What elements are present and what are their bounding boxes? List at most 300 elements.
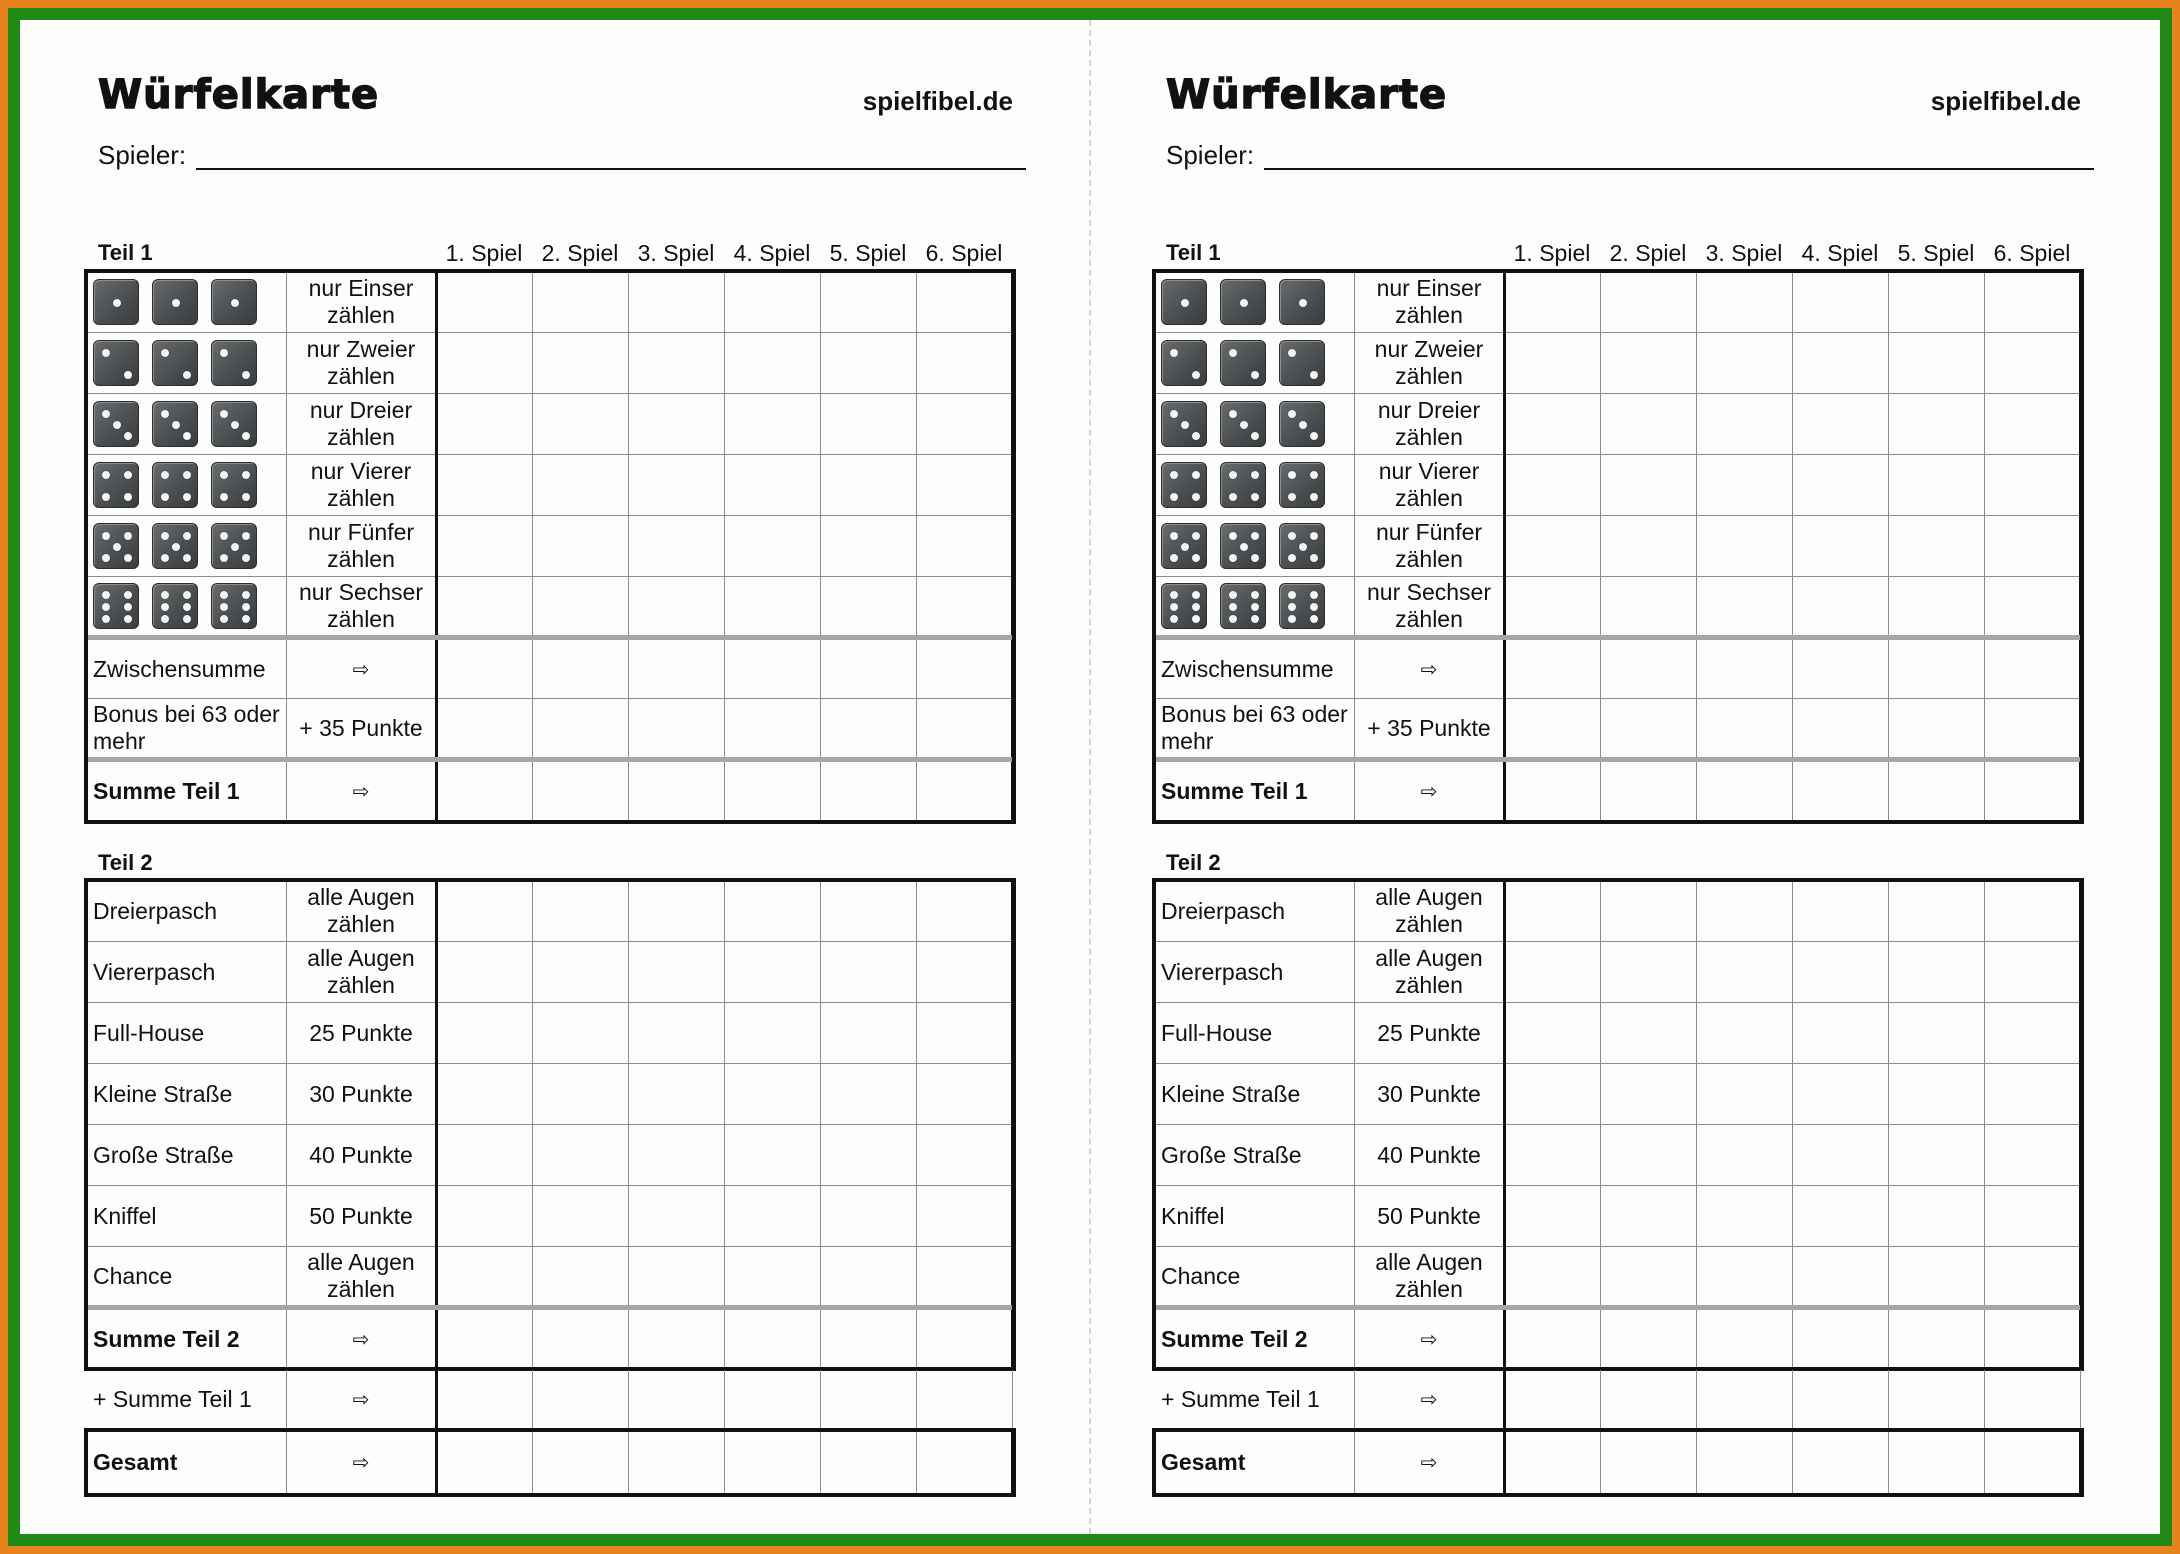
part2-score-cell[interactable] bbox=[1601, 1308, 1697, 1369]
part2-score-cell[interactable] bbox=[533, 1125, 629, 1186]
part1-summary-score-cell[interactable] bbox=[1985, 638, 2081, 699]
part2-score-cell[interactable] bbox=[917, 881, 1013, 942]
summary-row-label: Zwischensumme bbox=[1155, 638, 1355, 699]
part2-score-cell[interactable] bbox=[1505, 1247, 1601, 1308]
part2-score-cell[interactable] bbox=[725, 942, 821, 1003]
part2-score-cell[interactable] bbox=[1601, 942, 1697, 1003]
dice-row bbox=[1155, 577, 2081, 638]
dice-row-description: nur Sechser zählen bbox=[1355, 577, 1505, 638]
part1-label: Teil 1 bbox=[1166, 240, 1221, 265]
part2-score-cell[interactable] bbox=[1793, 1125, 1889, 1186]
die-6-icon bbox=[211, 583, 257, 629]
category-row bbox=[87, 1186, 1013, 1247]
part1-label: Teil 1 bbox=[98, 240, 153, 265]
dice-row bbox=[1155, 272, 2081, 333]
part2-score-cell[interactable] bbox=[1505, 881, 1601, 942]
part1-score-cell[interactable] bbox=[1793, 333, 1889, 394]
part1-score-cell[interactable] bbox=[917, 272, 1013, 333]
part2-score-cell[interactable] bbox=[1793, 1247, 1889, 1308]
part1-score-cell[interactable] bbox=[1889, 333, 1985, 394]
part2-score-cell[interactable] bbox=[725, 881, 821, 942]
part2-score-cell[interactable] bbox=[917, 1125, 1013, 1186]
summary-row bbox=[87, 760, 1013, 822]
part2-score-cell[interactable] bbox=[725, 1186, 821, 1247]
part2-score-cell[interactable] bbox=[1793, 942, 1889, 1003]
total-score-cell[interactable] bbox=[1601, 1431, 1697, 1495]
part1-summary-score-cell[interactable] bbox=[1505, 638, 1601, 699]
part1-score-cell[interactable] bbox=[821, 394, 917, 455]
part1-score-cell[interactable] bbox=[629, 455, 725, 516]
total-score-cell[interactable] bbox=[1505, 1431, 1601, 1495]
arrow-icon: ⇨ bbox=[1355, 638, 1505, 699]
total-score-cell[interactable] bbox=[725, 1431, 821, 1495]
part2-score-cell[interactable] bbox=[629, 1186, 725, 1247]
score-card-left bbox=[86, 20, 1026, 1534]
category-label: Dreierpasch bbox=[1155, 881, 1355, 942]
game-header: 1. Spiel bbox=[1513, 240, 1591, 266]
part1-summary-score-cell[interactable] bbox=[1889, 760, 1985, 822]
part1-summary-score-cell[interactable] bbox=[1601, 638, 1697, 699]
part2-score-cell[interactable] bbox=[1697, 1125, 1793, 1186]
part1-score-cell[interactable] bbox=[1985, 577, 2081, 638]
plus-part1-score-cell[interactable] bbox=[1985, 1370, 2081, 1430]
plus-part1-score-cell[interactable] bbox=[1601, 1370, 1697, 1430]
part1-summary-score-cell[interactable] bbox=[725, 638, 821, 699]
part2-score-cell[interactable] bbox=[1889, 1125, 1985, 1186]
part2-score-cell[interactable] bbox=[725, 1064, 821, 1125]
part1-summary-score-cell[interactable] bbox=[629, 760, 725, 822]
part1-summary-score-cell[interactable] bbox=[1793, 638, 1889, 699]
part1-score-cell[interactable] bbox=[1601, 516, 1697, 577]
player-name-line[interactable] bbox=[196, 168, 1026, 170]
part1-score-cell[interactable] bbox=[917, 516, 1013, 577]
summary-row-label: Bonus bei 63 oder mehr bbox=[1155, 699, 1355, 760]
part2-score-cell[interactable] bbox=[437, 942, 533, 1003]
part2-score-cell[interactable] bbox=[725, 1125, 821, 1186]
part1-summary-score-cell[interactable] bbox=[1697, 638, 1793, 699]
part1-score-cell[interactable] bbox=[1793, 394, 1889, 455]
part2-score-cell[interactable] bbox=[1697, 881, 1793, 942]
plus-part1-score-cell[interactable] bbox=[917, 1370, 1013, 1430]
part2-score-cell[interactable] bbox=[1793, 1003, 1889, 1064]
part1-score-cell[interactable] bbox=[1985, 394, 2081, 455]
part1-score-cell[interactable] bbox=[821, 272, 917, 333]
part1-score-cell[interactable] bbox=[533, 333, 629, 394]
part1-score-cell[interactable] bbox=[533, 272, 629, 333]
die-5-icon bbox=[1279, 523, 1325, 569]
part2-score-cell[interactable] bbox=[437, 1308, 533, 1369]
total-row bbox=[1155, 1431, 2081, 1495]
total-label: Gesamt bbox=[87, 1431, 287, 1495]
part2-score-cell[interactable] bbox=[1505, 1186, 1601, 1247]
part1-summary-score-cell[interactable] bbox=[725, 760, 821, 822]
die-5-icon bbox=[1220, 523, 1266, 569]
part2-score-cell[interactable] bbox=[533, 1308, 629, 1369]
plus-part1-score-cell[interactable] bbox=[437, 1370, 533, 1430]
game-header: 5. Spiel bbox=[1897, 240, 1975, 266]
part1-score-cell[interactable] bbox=[917, 577, 1013, 638]
part2-score-cell[interactable] bbox=[1793, 1186, 1889, 1247]
summary-row-label: Summe Teil 1 bbox=[1155, 760, 1355, 822]
game-header: 5. Spiel bbox=[829, 240, 907, 266]
part2-score-cell[interactable] bbox=[821, 1186, 917, 1247]
part1-summary-score-cell[interactable] bbox=[533, 760, 629, 822]
summary-row bbox=[1155, 760, 2081, 822]
part1-score-cell[interactable] bbox=[1601, 577, 1697, 638]
part1-score-cell[interactable] bbox=[437, 577, 533, 638]
die-1-icon bbox=[1220, 279, 1266, 325]
plus-part1-score-cell[interactable] bbox=[1793, 1370, 1889, 1430]
dice-row bbox=[1155, 394, 2081, 455]
part1-score-cell[interactable] bbox=[1697, 577, 1793, 638]
die-4-icon bbox=[1161, 462, 1207, 508]
part1-score-cell[interactable] bbox=[1697, 455, 1793, 516]
arrow-icon: ⇨ bbox=[1355, 1370, 1505, 1430]
part2-score-cell[interactable] bbox=[821, 1247, 917, 1308]
category-points: 50 Punkte bbox=[1355, 1186, 1505, 1247]
part2-score-cell[interactable] bbox=[1889, 1003, 1985, 1064]
arrow-icon: ⇨ bbox=[287, 1308, 437, 1369]
total-table bbox=[1154, 1430, 2082, 1495]
part1-score-cell[interactable] bbox=[1601, 272, 1697, 333]
category-label: Kniffel bbox=[87, 1186, 287, 1247]
part2-score-cell[interactable] bbox=[917, 942, 1013, 1003]
part1-score-cell[interactable] bbox=[437, 394, 533, 455]
part2-score-cell[interactable] bbox=[1697, 1064, 1793, 1125]
die-4-icon bbox=[1279, 462, 1325, 508]
part1-score-cell[interactable] bbox=[1601, 394, 1697, 455]
part2-score-cell[interactable] bbox=[1601, 881, 1697, 942]
part2-score-cell[interactable] bbox=[1889, 1064, 1985, 1125]
part1-score-cell[interactable] bbox=[437, 455, 533, 516]
part1-summary-score-cell[interactable] bbox=[1601, 760, 1697, 822]
part1-score-cell[interactable] bbox=[1601, 333, 1697, 394]
summary-row-value: + 35 Punkte bbox=[1355, 699, 1505, 760]
part1-score-cell[interactable] bbox=[533, 394, 629, 455]
dice-row bbox=[87, 516, 1013, 577]
part1-summary-score-cell[interactable] bbox=[821, 760, 917, 822]
part1-summary-score-cell[interactable] bbox=[437, 638, 533, 699]
part2-score-cell[interactable] bbox=[917, 1186, 1013, 1247]
part1-score-cell[interactable] bbox=[1889, 394, 1985, 455]
total-score-cell[interactable] bbox=[533, 1431, 629, 1495]
part2-score-cell[interactable] bbox=[533, 1064, 629, 1125]
part1-score-cell[interactable] bbox=[1697, 272, 1793, 333]
plus-part1-score-cell[interactable] bbox=[725, 1370, 821, 1430]
part1-summary-score-cell[interactable] bbox=[533, 638, 629, 699]
part1-score-cell[interactable] bbox=[629, 577, 725, 638]
part2-score-cell[interactable] bbox=[1889, 881, 1985, 942]
part2-score-cell[interactable] bbox=[1601, 1003, 1697, 1064]
die-2-icon bbox=[93, 340, 139, 386]
total-score-cell[interactable] bbox=[437, 1431, 533, 1495]
part1-summary-score-cell[interactable] bbox=[821, 638, 917, 699]
part1-score-cell[interactable] bbox=[629, 394, 725, 455]
part1-summary-score-cell[interactable] bbox=[1505, 699, 1601, 760]
part2-score-cell[interactable] bbox=[821, 1064, 917, 1125]
part2-score-cell[interactable] bbox=[533, 1247, 629, 1308]
total-score-cell[interactable] bbox=[1793, 1431, 1889, 1495]
part1-score-cell[interactable] bbox=[1505, 394, 1601, 455]
die-6-icon bbox=[152, 583, 198, 629]
part1-summary-score-cell[interactable] bbox=[1889, 638, 1985, 699]
part2-score-cell[interactable] bbox=[437, 1064, 533, 1125]
game-header: 2. Spiel bbox=[1609, 240, 1687, 266]
part1-summary-score-cell[interactable] bbox=[629, 699, 725, 760]
part2-score-cell[interactable] bbox=[1697, 942, 1793, 1003]
part2-score-cell[interactable] bbox=[917, 1064, 1013, 1125]
part1-summary-score-cell[interactable] bbox=[1505, 760, 1601, 822]
category-label: Chance bbox=[1155, 1247, 1355, 1308]
category-label: Große Straße bbox=[1155, 1125, 1355, 1186]
part1-score-cell[interactable] bbox=[1505, 455, 1601, 516]
part2-score-cell[interactable] bbox=[1889, 1308, 1985, 1369]
part2-score-cell[interactable] bbox=[1505, 1125, 1601, 1186]
part2-score-cell[interactable] bbox=[437, 881, 533, 942]
part1-score-cell[interactable] bbox=[1793, 577, 1889, 638]
part2-score-cell[interactable] bbox=[917, 1003, 1013, 1064]
player-label: Spieler: bbox=[98, 140, 187, 170]
part2-score-cell[interactable] bbox=[1601, 1247, 1697, 1308]
part1-summary-score-cell[interactable] bbox=[533, 699, 629, 760]
part2-score-cell[interactable] bbox=[629, 1003, 725, 1064]
part2-score-cell[interactable] bbox=[1985, 1064, 2081, 1125]
part2-score-cell[interactable] bbox=[1985, 881, 2081, 942]
part1-score-cell[interactable] bbox=[629, 516, 725, 577]
part2-score-cell[interactable] bbox=[821, 1125, 917, 1186]
part2-score-cell[interactable] bbox=[1985, 942, 2081, 1003]
part2-score-cell[interactable] bbox=[1793, 1064, 1889, 1125]
arrow-icon: ⇨ bbox=[287, 1431, 437, 1495]
category-label: Kniffel bbox=[1155, 1186, 1355, 1247]
die-2-icon bbox=[1279, 340, 1325, 386]
category-row bbox=[87, 1247, 1013, 1308]
part1-summary-score-cell[interactable] bbox=[821, 699, 917, 760]
game-header: 6. Spiel bbox=[1993, 240, 2071, 266]
part1-score-cell[interactable] bbox=[1985, 455, 2081, 516]
part2-score-cell[interactable] bbox=[629, 1125, 725, 1186]
category-row bbox=[1155, 1186, 2081, 1247]
part1-summary-score-cell[interactable] bbox=[917, 638, 1013, 699]
part1-summary-score-cell[interactable] bbox=[1889, 699, 1985, 760]
total-score-cell[interactable] bbox=[917, 1431, 1013, 1495]
part2-score-cell[interactable] bbox=[437, 1003, 533, 1064]
part2-score-cell[interactable] bbox=[1601, 1186, 1697, 1247]
part1-score-cell[interactable] bbox=[629, 272, 725, 333]
part2-score-cell[interactable] bbox=[533, 1186, 629, 1247]
part1-score-cell[interactable] bbox=[1793, 455, 1889, 516]
plus-part1-score-cell[interactable] bbox=[1505, 1370, 1601, 1430]
part1-score-cell[interactable] bbox=[1601, 455, 1697, 516]
part2-score-cell[interactable] bbox=[1697, 1247, 1793, 1308]
part1-score-cell[interactable] bbox=[725, 333, 821, 394]
part1-score-cell[interactable] bbox=[1889, 455, 1985, 516]
part1-score-cell[interactable] bbox=[533, 455, 629, 516]
part2-score-cell[interactable] bbox=[1697, 1186, 1793, 1247]
dice-row-description: nur Dreier zählen bbox=[1355, 394, 1505, 455]
category-row bbox=[1155, 1125, 2081, 1186]
part1-score-cell[interactable] bbox=[1793, 516, 1889, 577]
part2-score-cell[interactable] bbox=[821, 1003, 917, 1064]
total-score-cell[interactable] bbox=[629, 1431, 725, 1495]
dice-row-description: nur Fünfer zählen bbox=[1355, 516, 1505, 577]
part1-summary-score-cell[interactable] bbox=[1793, 699, 1889, 760]
part2-score-cell[interactable] bbox=[1697, 1308, 1793, 1369]
part1-score-cell[interactable] bbox=[1889, 577, 1985, 638]
die-1-icon bbox=[1161, 279, 1207, 325]
player-name-line[interactable] bbox=[1264, 168, 2094, 170]
category-points: alle Augen zählen bbox=[1355, 942, 1505, 1003]
part2-score-cell[interactable] bbox=[1793, 881, 1889, 942]
part1-summary-score-cell[interactable] bbox=[1985, 699, 2081, 760]
part2-score-cell[interactable] bbox=[725, 1247, 821, 1308]
part2-score-cell[interactable] bbox=[437, 1247, 533, 1308]
arrow-icon: ⇨ bbox=[287, 1370, 437, 1430]
dice-cell bbox=[1155, 272, 1355, 333]
total-score-cell[interactable] bbox=[821, 1431, 917, 1495]
part2-score-cell[interactable] bbox=[1985, 1308, 2081, 1369]
part2-score-cell[interactable] bbox=[1889, 1186, 1985, 1247]
plus-part1-table bbox=[1154, 1370, 2081, 1431]
part2-score-cell[interactable] bbox=[1889, 942, 1985, 1003]
part2-score-cell[interactable] bbox=[533, 881, 629, 942]
part1-summary-score-cell[interactable] bbox=[1697, 760, 1793, 822]
die-3-icon bbox=[152, 401, 198, 447]
game-column-headers bbox=[86, 240, 1026, 274]
part2-score-cell[interactable] bbox=[917, 1247, 1013, 1308]
die-6-icon bbox=[1161, 583, 1207, 629]
part2-score-cell[interactable] bbox=[1985, 1186, 2081, 1247]
plus-part1-score-cell[interactable] bbox=[629, 1370, 725, 1430]
part2-score-cell[interactable] bbox=[437, 1186, 533, 1247]
part1-summary-score-cell[interactable] bbox=[1985, 760, 2081, 822]
part1-summary-score-cell[interactable] bbox=[1601, 699, 1697, 760]
die-5-icon bbox=[211, 523, 257, 569]
part2-score-cell[interactable] bbox=[1601, 1064, 1697, 1125]
part2-score-cell[interactable] bbox=[821, 1308, 917, 1369]
plus-part1-score-cell[interactable] bbox=[533, 1370, 629, 1430]
part1-score-cell[interactable] bbox=[725, 577, 821, 638]
part2-score-cell[interactable] bbox=[629, 942, 725, 1003]
die-2-icon bbox=[1220, 340, 1266, 386]
part2-score-cell[interactable] bbox=[821, 881, 917, 942]
category-points: 50 Punkte bbox=[287, 1186, 437, 1247]
part1-score-cell[interactable] bbox=[821, 455, 917, 516]
part2-score-cell[interactable] bbox=[1505, 942, 1601, 1003]
part1-score-cell[interactable] bbox=[1697, 394, 1793, 455]
part1-score-cell[interactable] bbox=[1889, 516, 1985, 577]
part2-score-cell[interactable] bbox=[629, 1247, 725, 1308]
part1-score-cell[interactable] bbox=[533, 516, 629, 577]
part1-score-cell[interactable] bbox=[821, 577, 917, 638]
part1-score-cell[interactable] bbox=[1505, 516, 1601, 577]
summary-row-label: Summe Teil 1 bbox=[87, 760, 287, 822]
dice-row-description: nur Sechser zählen bbox=[287, 577, 437, 638]
game-header: 2. Spiel bbox=[541, 240, 619, 266]
part2-score-cell[interactable] bbox=[1793, 1308, 1889, 1369]
category-row bbox=[87, 1308, 1013, 1369]
part1-score-cell[interactable] bbox=[821, 333, 917, 394]
part2-score-cell[interactable] bbox=[917, 1308, 1013, 1369]
part2-score-cell[interactable] bbox=[1889, 1247, 1985, 1308]
part1-summary-score-cell[interactable] bbox=[1697, 699, 1793, 760]
part2-score-cell[interactable] bbox=[533, 942, 629, 1003]
dice-row-description: nur Zweier zählen bbox=[287, 333, 437, 394]
part1-score-cell[interactable] bbox=[725, 272, 821, 333]
plus-part1-score-cell[interactable] bbox=[1889, 1370, 1985, 1430]
part2-score-cell[interactable] bbox=[437, 1125, 533, 1186]
part2-score-cell[interactable] bbox=[1697, 1003, 1793, 1064]
part2-score-cell[interactable] bbox=[1985, 1003, 2081, 1064]
part2-score-cell[interactable] bbox=[725, 1308, 821, 1369]
part1-score-cell[interactable] bbox=[1505, 272, 1601, 333]
part1-score-cell[interactable] bbox=[917, 333, 1013, 394]
dice-cell bbox=[1155, 333, 1355, 394]
part1-summary-score-cell[interactable] bbox=[1793, 760, 1889, 822]
total-score-cell[interactable] bbox=[1889, 1431, 1985, 1495]
total-score-cell[interactable] bbox=[1697, 1431, 1793, 1495]
part2-score-cell[interactable] bbox=[629, 881, 725, 942]
part1-score-cell[interactable] bbox=[437, 516, 533, 577]
part2-label: Teil 2 bbox=[1166, 850, 1221, 875]
part2-score-cell[interactable] bbox=[725, 1003, 821, 1064]
dice-row-description: nur Einser zählen bbox=[287, 272, 437, 333]
part1-score-cell[interactable] bbox=[437, 333, 533, 394]
part1-summary-score-cell[interactable] bbox=[437, 760, 533, 822]
part1-score-cell[interactable] bbox=[437, 272, 533, 333]
part2-score-cell[interactable] bbox=[1505, 1003, 1601, 1064]
part1-score-cell[interactable] bbox=[1985, 272, 2081, 333]
part2-score-cell[interactable] bbox=[1505, 1064, 1601, 1125]
part1-score-cell[interactable] bbox=[629, 333, 725, 394]
part2-score-cell[interactable] bbox=[629, 1064, 725, 1125]
plus-part1-score-cell[interactable] bbox=[821, 1370, 917, 1430]
part2-score-cell[interactable] bbox=[1985, 1125, 2081, 1186]
total-score-cell[interactable] bbox=[1985, 1431, 2081, 1495]
part1-score-cell[interactable] bbox=[1793, 272, 1889, 333]
part2-score-cell[interactable] bbox=[821, 942, 917, 1003]
plus-part1-score-cell[interactable] bbox=[1697, 1370, 1793, 1430]
part1-score-cell[interactable] bbox=[1505, 333, 1601, 394]
part1-summary-score-cell[interactable] bbox=[725, 699, 821, 760]
part1-score-cell[interactable] bbox=[725, 394, 821, 455]
part2-score-cell[interactable] bbox=[1505, 1308, 1601, 1369]
part1-score-cell[interactable] bbox=[821, 516, 917, 577]
part1-summary-score-cell[interactable] bbox=[629, 638, 725, 699]
plus-part1-table bbox=[86, 1370, 1013, 1431]
part1-score-cell[interactable] bbox=[1985, 333, 2081, 394]
part1-score-cell[interactable] bbox=[725, 455, 821, 516]
part1-score-cell[interactable] bbox=[917, 455, 1013, 516]
part1-summary-score-cell[interactable] bbox=[917, 699, 1013, 760]
part2-score-cell[interactable] bbox=[1601, 1125, 1697, 1186]
summary-row-value: + 35 Punkte bbox=[287, 699, 437, 760]
part2-score-cell[interactable] bbox=[629, 1308, 725, 1369]
part1-summary-score-cell[interactable] bbox=[917, 760, 1013, 822]
game-header: 4. Spiel bbox=[1801, 240, 1879, 266]
part1-score-cell[interactable] bbox=[1505, 577, 1601, 638]
part2-score-cell[interactable] bbox=[533, 1003, 629, 1064]
part2-score-cell[interactable] bbox=[1985, 1247, 2081, 1308]
part1-score-cell[interactable] bbox=[1697, 333, 1793, 394]
part1-score-cell[interactable] bbox=[533, 577, 629, 638]
part1-summary-score-cell[interactable] bbox=[437, 699, 533, 760]
part1-score-cell[interactable] bbox=[725, 516, 821, 577]
part1-score-cell[interactable] bbox=[1889, 272, 1985, 333]
part1-score-cell[interactable] bbox=[1985, 516, 2081, 577]
part1-score-cell[interactable] bbox=[1697, 516, 1793, 577]
part1-score-cell[interactable] bbox=[917, 394, 1013, 455]
